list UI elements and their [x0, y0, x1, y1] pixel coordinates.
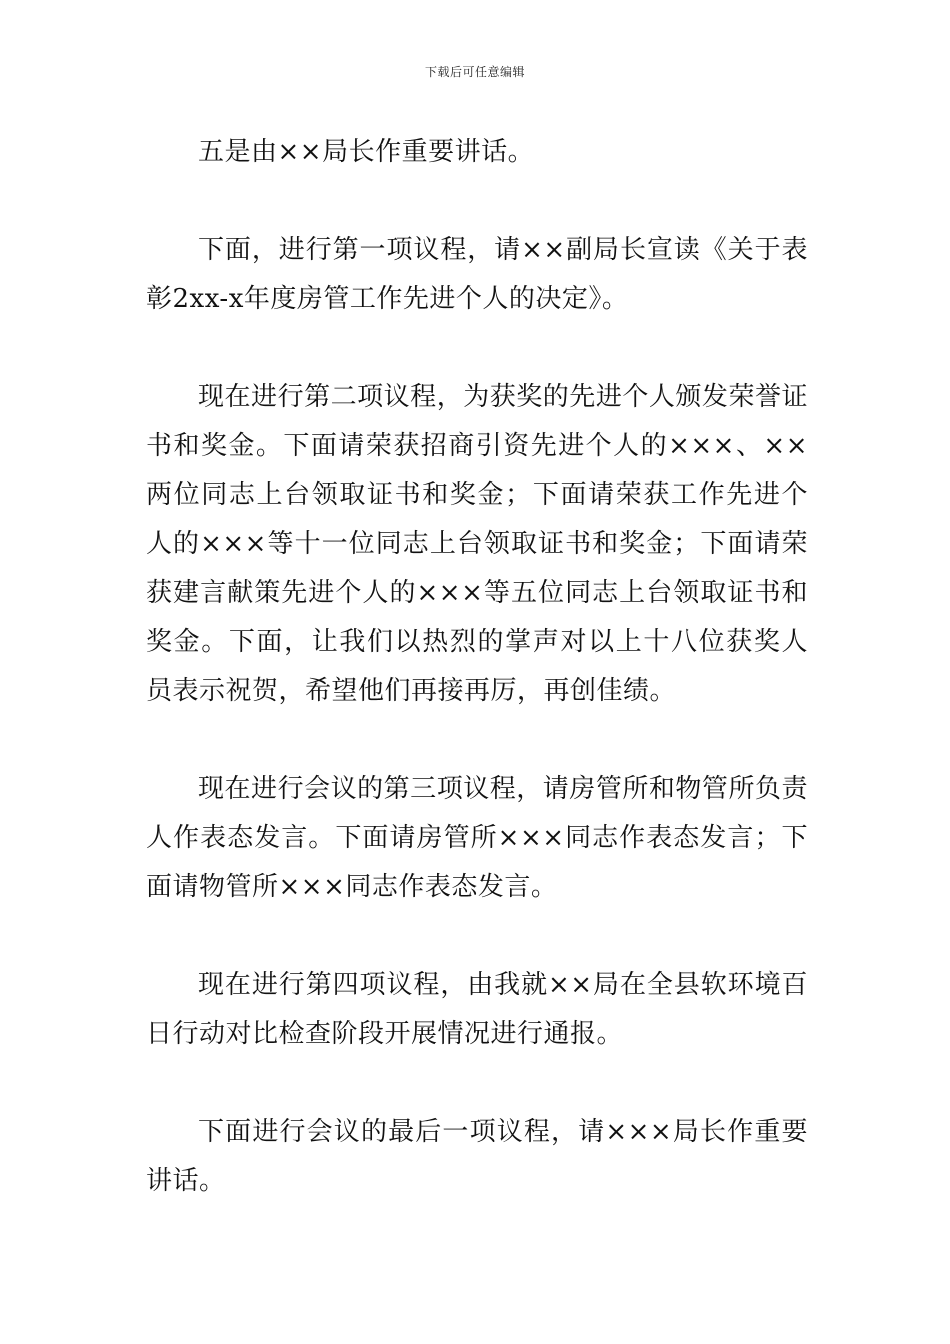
document-body [146, 128, 808, 1206]
paragraph-agenda-final: 下面进行会议的最后一项议程，请×××局长作重要讲话。 [146, 1117, 808, 1196]
page-header-note: 下载后可任意编辑 [424, 65, 525, 79]
paragraph-agenda-3: 现在进行会议的第三项议程，请房管所和物管所负责人作表态发言。下面请房管所×××同志作表态发言；下面请物管所×××同志作表态发言。 [146, 774, 808, 902]
paragraph-item-5: 五是由××局长作重要讲话。 [198, 137, 535, 167]
paragraph-agenda-2: 现在进行第二项议程，为获奖的先进个人颁发荣誉证书和奖金。下面请荣获招商引资先进个人的×××、××两位同志上台领取证书和奖金；下面请荣获工作先进个人的×××等十一位同志上台领取证书和奖金；下面请荣获建言献策先进个人的×××等五位同志上台领取证书和奖金。下面，让我们以热烈的掌声对以上十八位获奖人员表示祝贺，希望他们再接再厉，再创佳绩。 [146, 382, 808, 706]
paragraph-agenda-4: 现在进行第四项议程，由我就××局在全县软环境百日行动对比检查阶段开展情况进行通报。 [146, 970, 808, 1049]
paragraph-agenda-1: 下面，进行第一项议程，请××副局长宣读《关于表彰2xx-x年度房管工作先进个人的决定》。 [146, 235, 808, 314]
